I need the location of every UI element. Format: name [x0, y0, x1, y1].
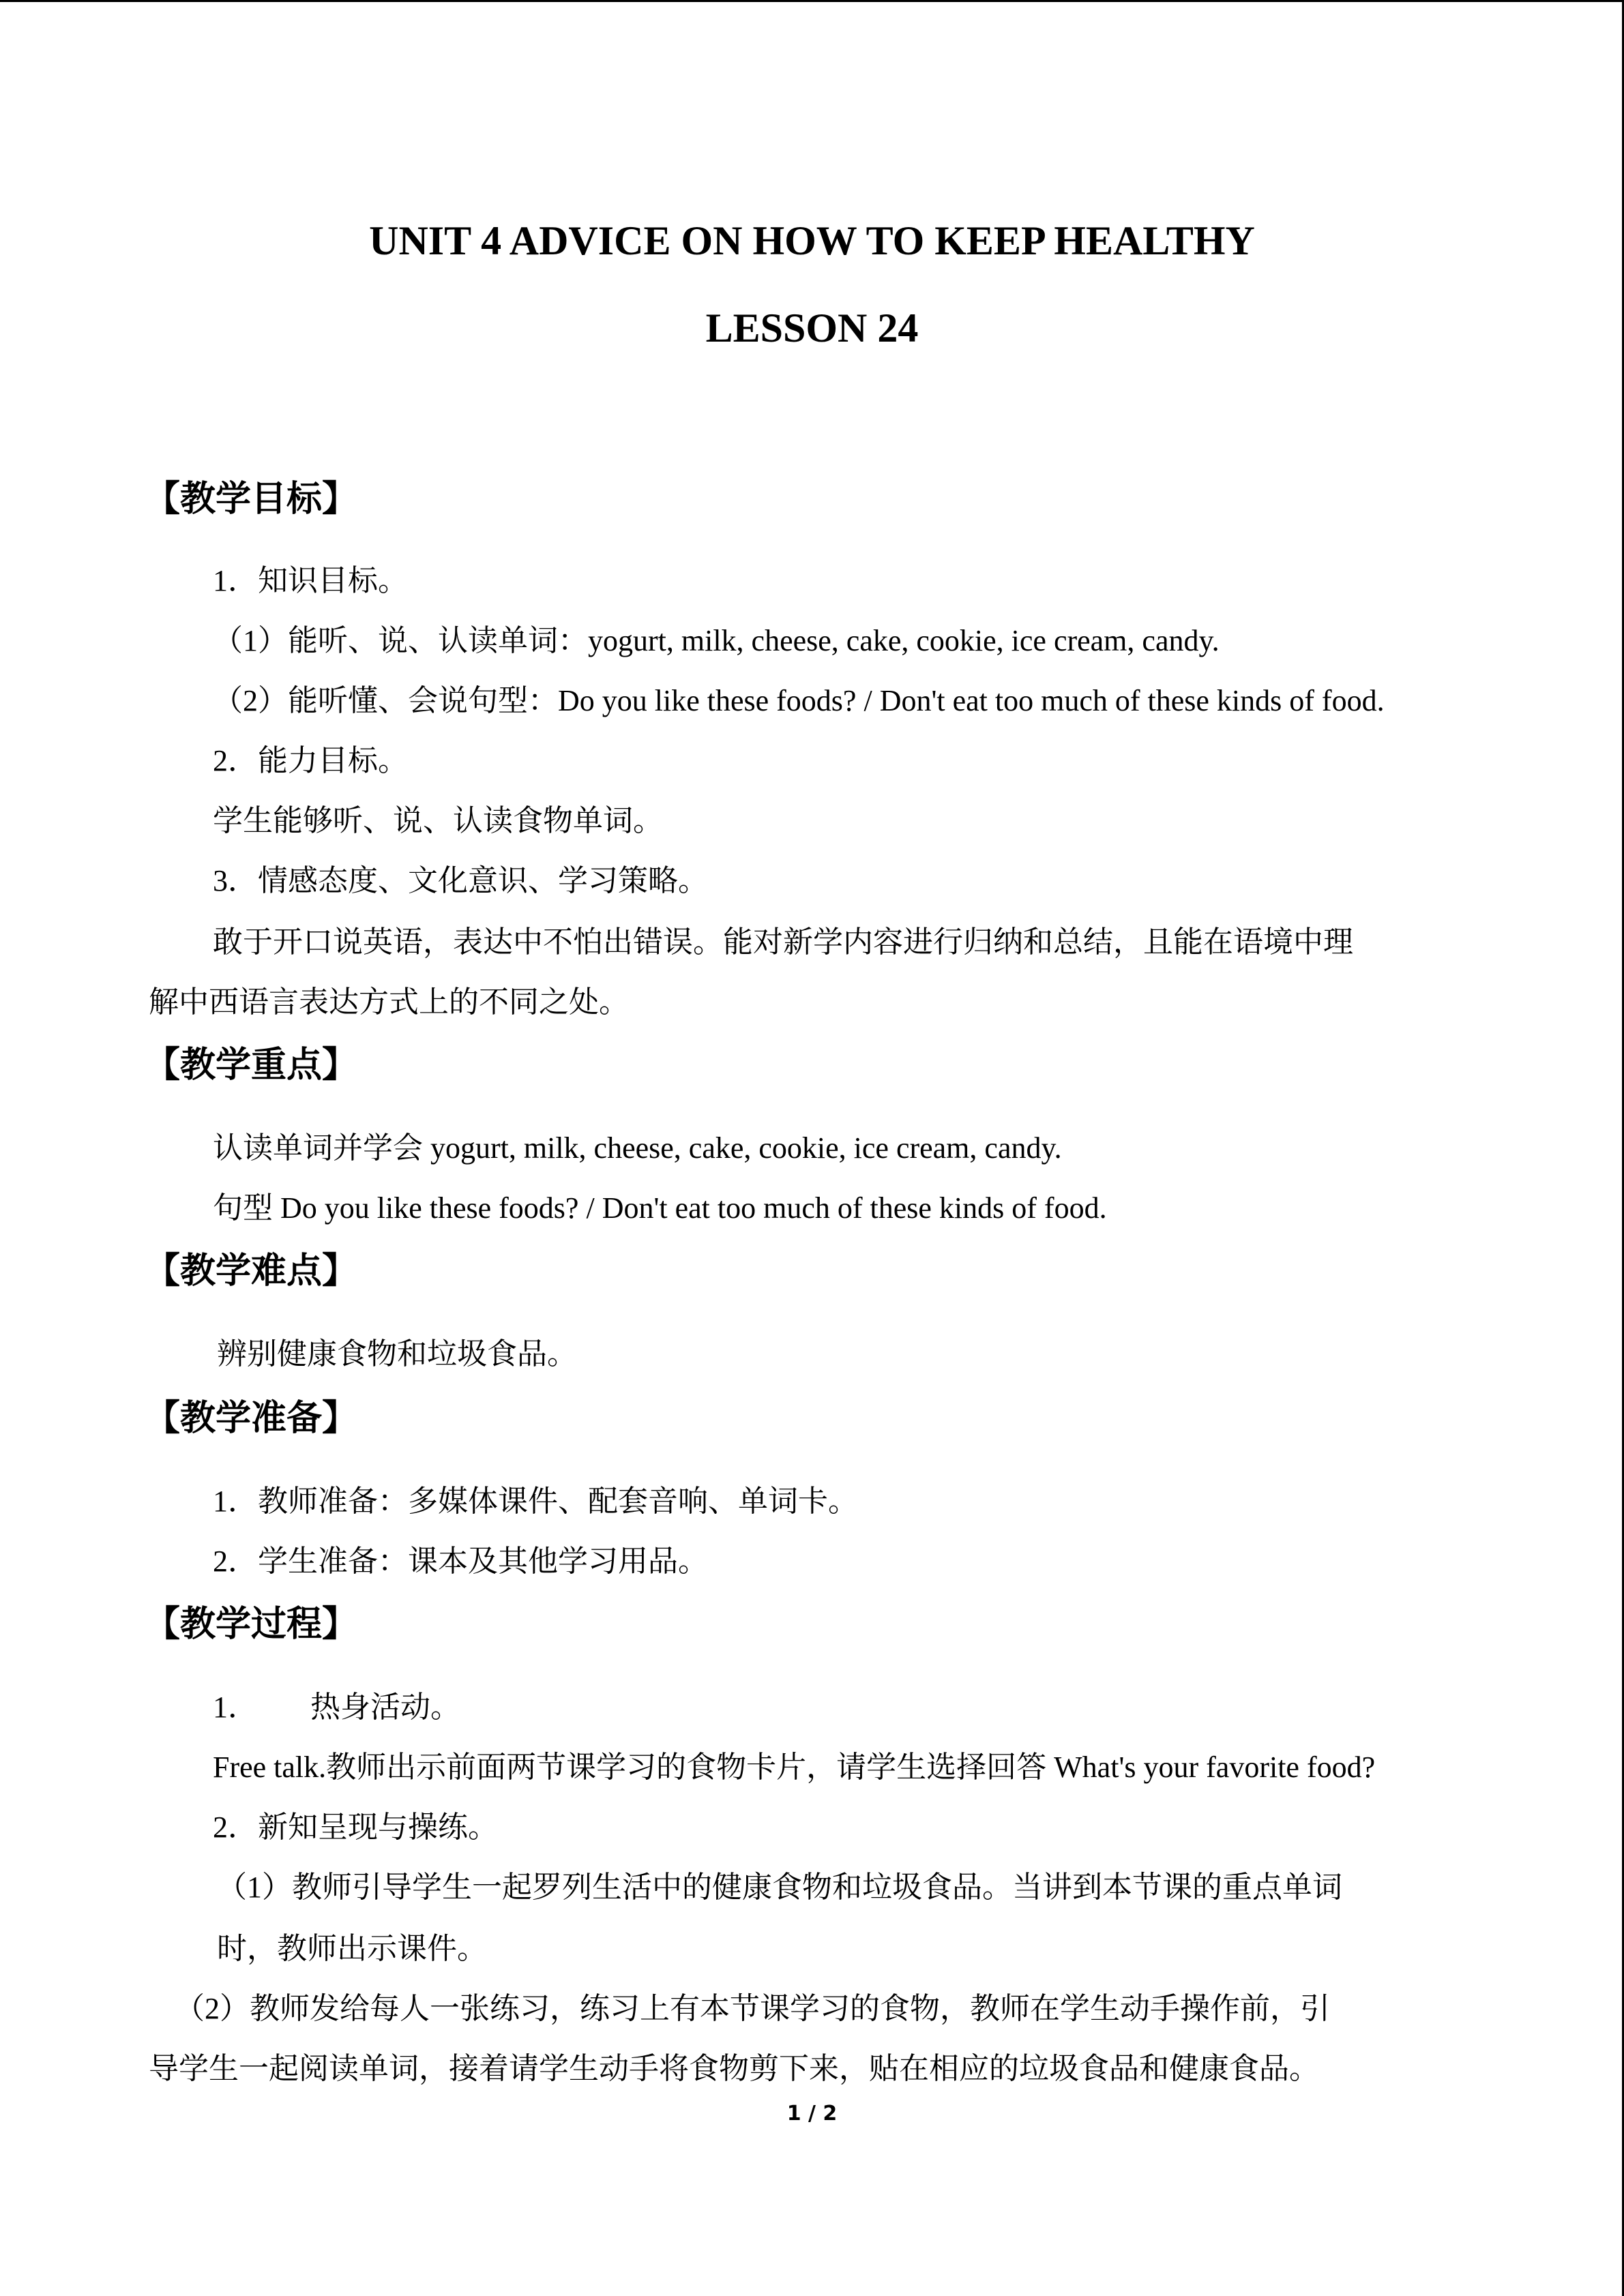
- objectives-line: 3．情感态度、文化意识、学习策略。: [213, 864, 708, 897]
- process-line: 2．新知呈现与操练。: [213, 1810, 498, 1844]
- section-heading-preparation: 【教学准备】: [145, 1398, 358, 1439]
- objectives-line: （2）能听懂、会说句型：Do you like these foods? / Don't eat too much of these kinds of food.: [213, 684, 1385, 717]
- key-points-line: 认读单词并学会 yogurt, milk, cheese, cake, cookie, ice cream, candy.: [213, 1131, 1062, 1165]
- key-points-line: 句型 Do you like these foods? / Don't eat too much of these kinds of food.: [213, 1191, 1107, 1225]
- objectives-line: （1）能听、说、认读单词：yogurt, milk, cheese, cake, cookie, ice cream, candy.: [213, 624, 1220, 657]
- objectives-line: 2．能力目标。: [213, 744, 408, 777]
- process-line: （1）教师引导学生一起罗列生活中的健康食物和垃圾食品。当讲到本节课的重点单词: [217, 1870, 1342, 1904]
- document-title: UNIT 4 ADVICE ON HOW TO KEEP HEALTHY: [369, 218, 1255, 263]
- process-line: Free talk.教师出示前面两节课学习的食物卡片，请学生选择回答 What's your favorite food?: [213, 1750, 1376, 1784]
- objectives-line: 学生能够听、说、认读食物单词。: [213, 804, 663, 837]
- process-line: 导学生一起阅读单词，接着请学生动手将食物剪下来，贴在相应的垃圾食品和健康食品。: [149, 2052, 1319, 2085]
- section-heading-key-points: 【教学重点】: [145, 1045, 358, 1086]
- document-subtitle: LESSON 24: [705, 305, 919, 351]
- section-heading-objectives: 【教学目标】: [145, 479, 358, 520]
- page-indicator: 1 / 2: [786, 2102, 838, 2126]
- page-border-top: [0, 0, 1624, 2]
- objectives-line: 解中西语言表达方式上的不同之处。: [149, 985, 629, 1019]
- process-line: 时，教师出示课件。: [217, 1932, 487, 1965]
- preparation-line: 2．学生准备：课本及其他学习用品。: [213, 1545, 708, 1578]
- process-line: 1． 热身活动。: [213, 1690, 460, 1724]
- preparation-line: 1．教师准备：多媒体课件、配套音响、单词卡。: [213, 1485, 858, 1518]
- process-line: （2）教师发给每人一张练习，练习上有本节课学习的食物，教师在学生动手操作前，引: [175, 1992, 1330, 2025]
- section-heading-difficulties: 【教学难点】: [145, 1251, 358, 1292]
- difficulties-line: 辨别健康食物和垃圾食品。: [217, 1337, 577, 1371]
- objectives-line: 敢于开口说英语，表达中不怕出错误。能对新学内容进行归纳和总结，且能在语境中理: [213, 925, 1353, 959]
- section-heading-process: 【教学过程】: [145, 1604, 358, 1645]
- objectives-line: 1．知识目标。: [213, 564, 408, 597]
